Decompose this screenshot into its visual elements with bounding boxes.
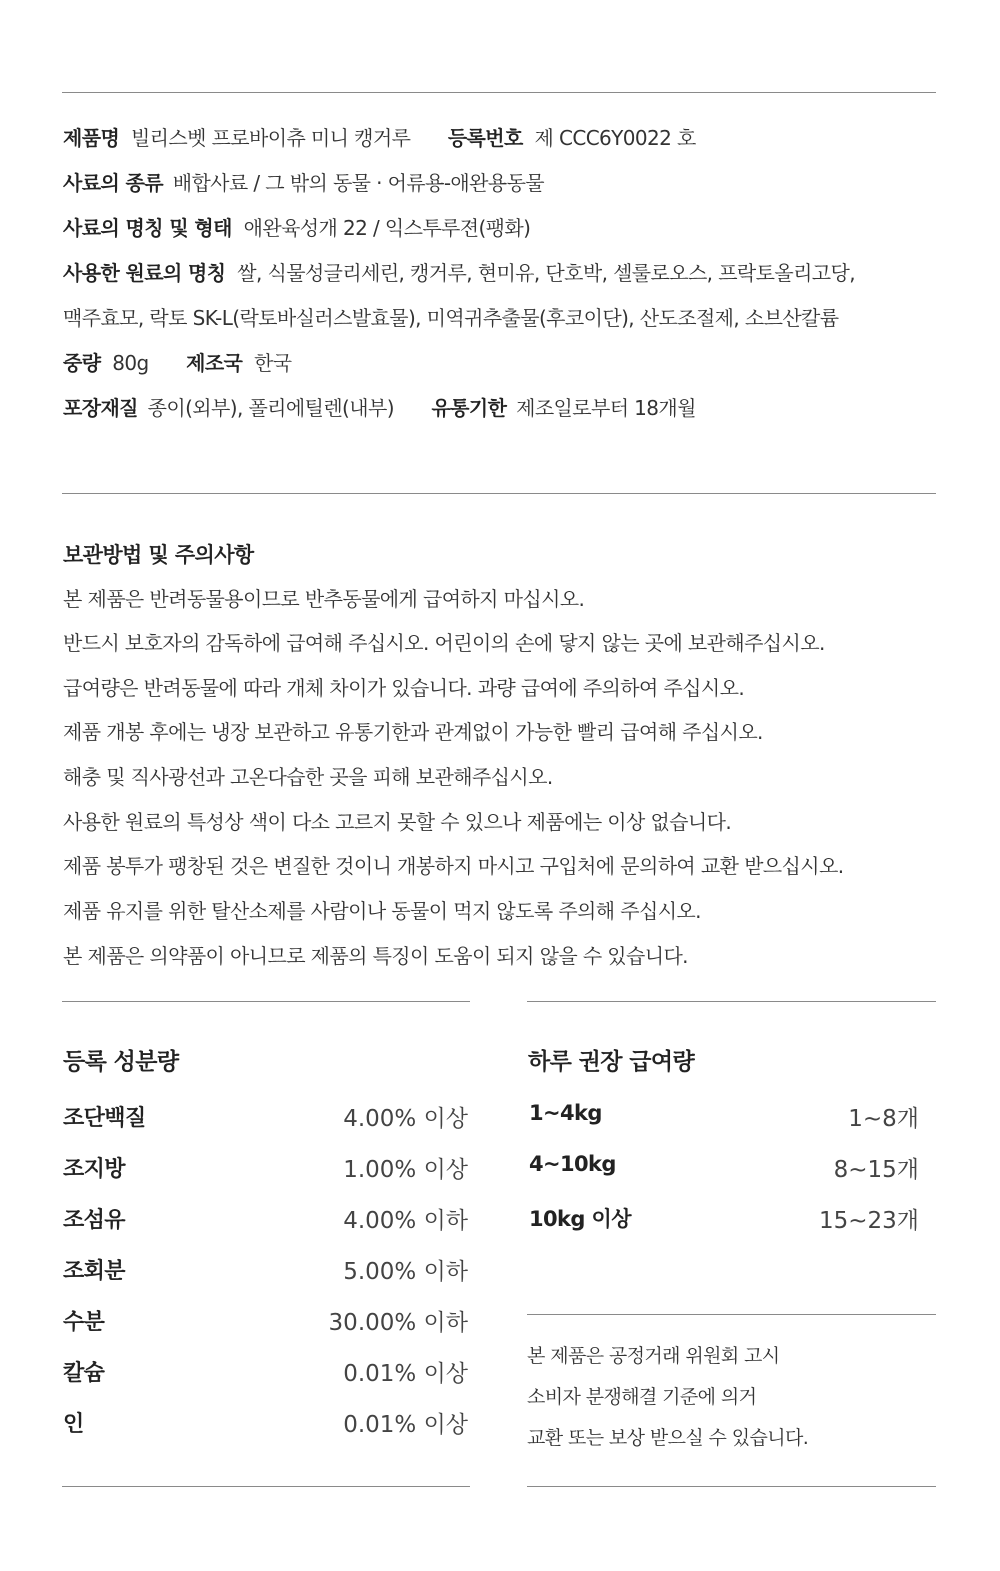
info-line-feed-name	[63, 214, 530, 242]
storage-line: 제품 봉투가 팽창된 것은 변질한 것이니 개봉하지 마시고 구입처에 문의하여 교환 받으십시오.	[63, 854, 844, 878]
feed-type-label: 사료의 종류	[63, 171, 163, 195]
composition-label-protein: 조단백질	[63, 1106, 146, 1131]
name-label: 제품명	[63, 126, 120, 150]
composition-label-fiber: 조섬유	[63, 1208, 125, 1233]
composition-value-fat: 1.00% 이상	[343, 1157, 468, 1183]
composition-top-divider	[62, 1001, 470, 1002]
feeding-label-small: 1~4kg	[529, 1101, 602, 1125]
notice-line: 본 제품은 공정거래 위원회 고시	[527, 1345, 780, 1367]
feeding-value-large: 15~23개	[818, 1208, 919, 1234]
composition-value-ash: 5.00% 이하	[343, 1259, 468, 1285]
storage-line: 제품 유지를 위한 탈산소제를 사람이나 동물이 먹지 않도록 주의해 주십시오.	[63, 899, 701, 923]
storage-line: 사용한 원료의 특성상 색이 다소 고르지 못할 수 있으나 제품에는 이상 없습니다.	[63, 810, 732, 834]
feeding-top-divider	[527, 1001, 936, 1002]
info-line-ingredients	[63, 259, 855, 287]
feed-name-label: 사료의 명칭 및 형태	[63, 216, 232, 240]
name-value: 빌리스벳 프로바이츄 미니 캥거루	[130, 126, 411, 150]
ingredients-value-1: 쌀, 식물성글리세린, 캥거루, 현미유, 단호박, 셀룰로오스, 프락토올리고당,	[237, 261, 855, 285]
storage-line: 급여량은 반려동물에 따라 개체 차이가 있습니다. 과량 급여에 주의하여 주십시오.	[63, 676, 745, 700]
weight-value: 80g	[112, 351, 149, 375]
composition-value-phosphorus: 0.01% 이상	[343, 1412, 468, 1438]
feeding-value-small: 1~8개	[848, 1106, 919, 1132]
composition-value-protein: 4.00% 이상	[343, 1106, 468, 1132]
ingredients-value-2: 맥주효모, 락토 SK-L(락토바실러스발효물), 미역귀추출물(후코이단), 산도조절제, 소브산칼륨	[63, 306, 839, 330]
feeding-value-medium: 8~15개	[833, 1157, 919, 1183]
notice-divider	[527, 1314, 936, 1315]
storage-line: 해충 및 직사광선과 고온다습한 곳을 피해 보관해주십시오.	[63, 765, 553, 789]
notice-line: 소비자 분쟁해결 기준에 의거	[527, 1386, 757, 1408]
feed-name-value: 애완육성개 22 / 익스투루젼(팽화)	[243, 216, 531, 240]
ingredients-label: 사용한 원료의 명칭	[63, 261, 226, 285]
reg-value: 제 CCC6Y0022 호	[534, 126, 696, 150]
info-line-feed-type	[63, 169, 544, 197]
top-divider	[62, 92, 936, 93]
storage-line: 제품 개봉 후에는 냉장 보관하고 유통기한과 관계없이 가능한 빨리 급여해 주십시오.	[63, 720, 763, 744]
expiry-value: 제조일로부터 18개월	[516, 396, 696, 420]
info-line-packaging-expiry	[63, 394, 696, 422]
section-divider	[62, 493, 936, 494]
composition-label-phosphorus: 인	[63, 1412, 84, 1437]
composition-title: 등록 성분량	[63, 1049, 179, 1075]
composition-label-moisture: 수분	[63, 1310, 105, 1335]
reg-label: 등록번호	[447, 126, 523, 150]
composition-bottom-divider	[62, 1486, 470, 1487]
expiry-label: 유통기한	[431, 396, 507, 420]
origin-value: 한국	[254, 351, 292, 375]
weight-label: 중량	[63, 351, 101, 375]
packaging-label: 포장재질	[63, 396, 138, 420]
feeding-label-medium: 4~10kg	[529, 1152, 616, 1176]
composition-label-ash: 조회분	[63, 1259, 125, 1284]
composition-value-moisture: 30.00% 이하	[328, 1310, 468, 1336]
feed-type-value: 배합사료 / 그 밖의 동물 · 어류용-애완용동물	[172, 171, 545, 195]
composition-label-calcium: 칼슘	[63, 1361, 105, 1386]
info-line-weight-origin	[63, 349, 292, 377]
storage-title: 보관방법 및 주의사항	[63, 543, 254, 567]
composition-value-fiber: 4.00% 이하	[343, 1208, 468, 1234]
notice-line: 교환 또는 보상 받으실 수 있습니다.	[527, 1427, 809, 1449]
info-line-ingredients-cont	[63, 304, 839, 332]
feeding-label-large: 10kg 이상	[529, 1207, 631, 1231]
feeding-title: 하루 권장 급여량	[528, 1049, 695, 1075]
feeding-bottom-divider	[527, 1486, 936, 1487]
storage-line: 본 제품은 의약품이 아니므로 제품의 특징이 도움이 되지 않을 수 있습니다.	[63, 944, 688, 968]
composition-value-calcium: 0.01% 이상	[343, 1361, 468, 1387]
origin-label: 제조국	[186, 351, 243, 375]
composition-label-fat: 조지방	[63, 1157, 125, 1182]
storage-line: 본 제품은 반려동물용이므로 반추동물에게 급여하지 마십시오.	[63, 587, 585, 611]
storage-line: 반드시 보호자의 감독하에 급여해 주십시오. 어린이의 손에 닿지 않는 곳에 보관해주십시오.	[63, 631, 825, 655]
info-line-name	[63, 124, 696, 152]
packaging-value: 종이(외부), 폴리에틸렌(내부)	[147, 396, 394, 420]
